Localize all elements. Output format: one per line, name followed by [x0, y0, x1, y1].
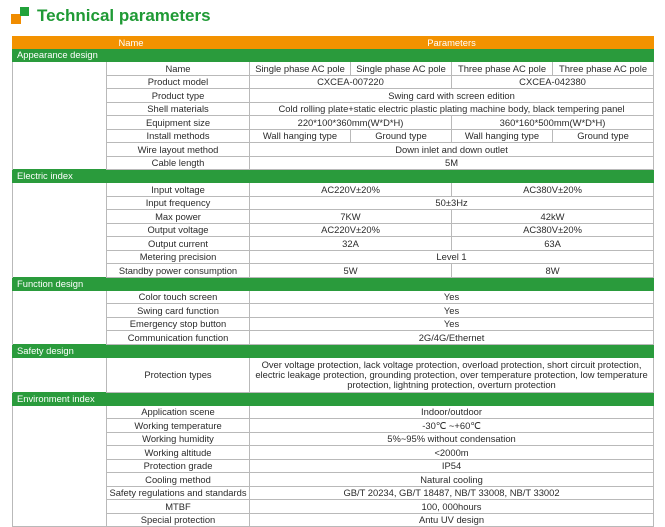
row-label: Product type [107, 89, 250, 103]
row-label: Application scene [107, 405, 250, 419]
row-label: Input voltage [107, 183, 250, 197]
cell: Antu UV design [250, 513, 654, 527]
row-label: Metering precision [107, 250, 250, 264]
section-label: Function design [13, 277, 107, 290]
table-row [13, 317, 654, 331]
cell: IP54 [250, 459, 654, 473]
cell: Three phase AC pole [553, 62, 654, 76]
table-row [13, 237, 654, 251]
cell: 220*100*360mm(W*D*H) [250, 116, 452, 130]
table-row [13, 62, 654, 76]
table-row [13, 196, 654, 210]
table-row [13, 446, 654, 460]
header-parameters: Parameters [250, 37, 654, 49]
table-header [13, 37, 654, 49]
squares-logo-icon [11, 7, 29, 25]
section-label: Electric index [13, 170, 107, 183]
table-row [13, 156, 654, 170]
cell: AC220V±20% [250, 183, 452, 197]
table-row [13, 129, 654, 143]
row-label: Communication function [107, 331, 250, 345]
cell: AC380V±20% [452, 223, 654, 237]
row-label: Color touch screen [107, 290, 250, 304]
cell: Wall hanging type [250, 129, 351, 143]
table-row [13, 75, 654, 89]
row-label: Emergency stop button [107, 317, 250, 331]
cell: Three phase AC pole [452, 62, 553, 76]
table-row [13, 143, 654, 157]
table-row [13, 210, 654, 224]
cell: Cold rolling plate+static electric plastic plating machine body, black tempering panel [250, 102, 654, 116]
row-label: Working temperature [107, 419, 250, 433]
cell: AC380V±20% [452, 183, 654, 197]
cell: 2G/4G/Ethernet [250, 331, 654, 345]
cell: Yes [250, 317, 654, 331]
row-label: Product model [107, 75, 250, 89]
section-label: Safety design [13, 344, 107, 357]
row-label: Name [107, 62, 250, 76]
table-row [13, 250, 654, 264]
section-environment [13, 392, 654, 405]
cell: 7KW [250, 210, 452, 224]
cell: AC220V±20% [250, 223, 452, 237]
cell: 8W [452, 264, 654, 278]
cell: Single phase AC pole [250, 62, 351, 76]
cell: 63A [452, 237, 654, 251]
table-row [13, 331, 654, 345]
page-title: Technical parameters [37, 6, 211, 25]
table-row [13, 513, 654, 527]
row-label: Standby power consumption [107, 264, 250, 278]
row-label: Working humidity [107, 432, 250, 446]
row-label: Special protection [107, 513, 250, 527]
section-label: Environment index [13, 392, 107, 405]
table-row [13, 486, 654, 500]
cell: 42kW [452, 210, 654, 224]
row-label: Swing card function [107, 304, 250, 318]
cell: CXCEA-007220 [250, 75, 452, 89]
cell: Ground type [553, 129, 654, 143]
cell: Natural cooling [250, 473, 654, 487]
row-label: Cooling method [107, 473, 250, 487]
section-appearance [13, 49, 654, 62]
table-row [13, 264, 654, 278]
table-row [13, 500, 654, 514]
table-row [13, 459, 654, 473]
row-label: Output voltage [107, 223, 250, 237]
cell: Yes [250, 290, 654, 304]
table-row [13, 183, 654, 197]
section-label: Appearance design [13, 49, 107, 62]
section-electric [13, 170, 654, 183]
cell: 5%~95% without condensation [250, 432, 654, 446]
cell: 360*160*500mm(W*D*H) [452, 116, 654, 130]
cell: 5M [250, 156, 654, 170]
cell: CXCEA-042380 [452, 75, 654, 89]
section-function [13, 277, 654, 290]
cell: Down inlet and down outlet [250, 143, 654, 157]
cell: Single phase AC pole [351, 62, 452, 76]
row-label: Equipment size [107, 116, 250, 130]
row-label: Working altitude [107, 446, 250, 460]
row-label: Protection grade [107, 459, 250, 473]
row-label: MTBF [107, 500, 250, 514]
cell: Swing card with screen edition [250, 89, 654, 103]
table-row [13, 89, 654, 103]
cell: 50±3Hz [250, 196, 654, 210]
section-safety [13, 344, 654, 357]
cell: 32A [250, 237, 452, 251]
title-row [11, 5, 211, 27]
cell: 5W [250, 264, 452, 278]
row-label: Protection types [107, 357, 250, 392]
cell: 100, 000hours [250, 500, 654, 514]
row-label: Input frequency [107, 196, 250, 210]
row-label: Shell materials [107, 102, 250, 116]
table-row [13, 357, 654, 392]
cell: Indoor/outdoor [250, 405, 654, 419]
table-row [13, 419, 654, 433]
table-row [13, 116, 654, 130]
cell: Level 1 [250, 250, 654, 264]
cell: GB/T 20234, GB/T 18487, NB/T 33008, NB/T 33002 [250, 486, 654, 500]
cell: -30℃ ~+60℃ [250, 419, 654, 433]
table-row [13, 432, 654, 446]
parameters-table [12, 36, 654, 527]
cell: Wall hanging type [452, 129, 553, 143]
table-row [13, 223, 654, 237]
cell: Ground type [351, 129, 452, 143]
table-row [13, 290, 654, 304]
row-label: Safety regulations and standards [107, 486, 250, 500]
table-row [13, 473, 654, 487]
row-label: Max power [107, 210, 250, 224]
header-name: Name [13, 37, 250, 49]
table-row [13, 405, 654, 419]
cell: Yes [250, 304, 654, 318]
cell: <2000m [250, 446, 654, 460]
row-label: Output current [107, 237, 250, 251]
table-row [13, 304, 654, 318]
row-label: Cable length [107, 156, 250, 170]
cell: Over voltage protection, lack voltage protection, overload protection, short circuit protection, electric leakage protection, grounding protection, over temperature protection, low temperature protection, lightning protection, overturn protection [250, 357, 654, 392]
row-label: Wire layout method [107, 143, 250, 157]
table-row [13, 102, 654, 116]
row-label: Install methods [107, 129, 250, 143]
